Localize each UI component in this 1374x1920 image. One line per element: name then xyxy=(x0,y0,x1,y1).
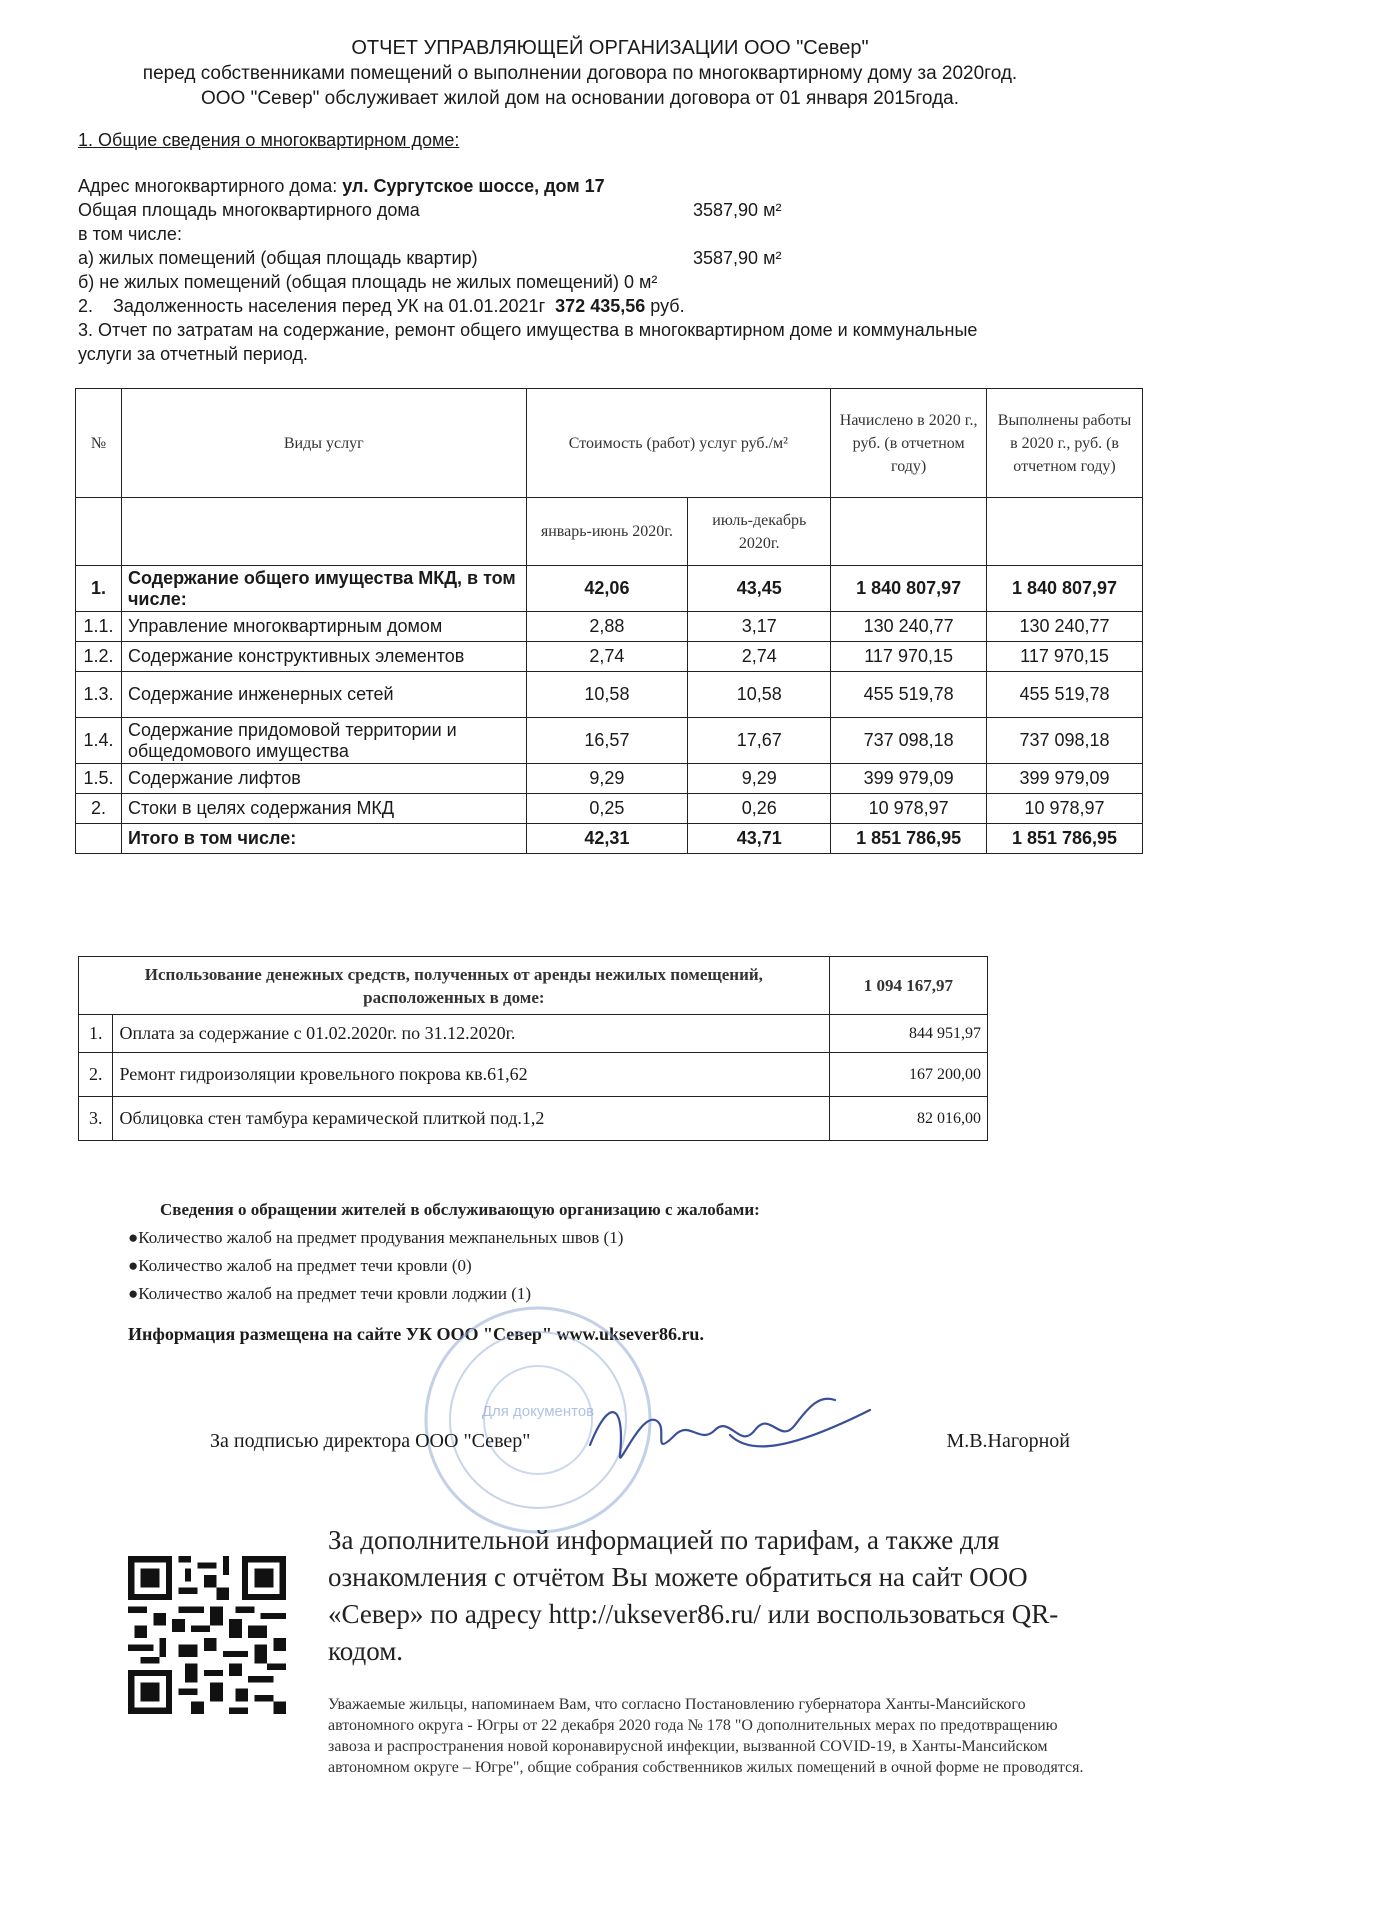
cell-num: 1.1. xyxy=(76,612,122,642)
cell-c2: 2,74 xyxy=(688,642,831,672)
cell-num: 1.3. xyxy=(76,672,122,718)
subheader-jan-jun: январь-июнь 2020г. xyxy=(526,498,688,566)
cell-name: Облицовка стен тамбура керамической плиткой под.1,2 xyxy=(113,1097,829,1141)
report-subtitle: перед собственниками помещений о выполнении договора по многоквартирному дому за 2020год. xyxy=(142,63,1018,84)
subheader-empty xyxy=(121,498,526,566)
cell-c1: 9,29 xyxy=(526,764,688,794)
total-cell-name: Итого в том числе: xyxy=(121,824,526,854)
debt-number: 2. xyxy=(78,296,94,316)
col-cost-header: Стоимость (работ) услуг руб./м² xyxy=(526,389,831,498)
cell-num: 1.2. xyxy=(76,642,122,672)
total-cell-done: 1 851 786,95 xyxy=(987,824,1143,854)
cell-num: 1.5. xyxy=(76,764,122,794)
complaint-item: ●Количество жалоб на предмет течи кровли лоджии (1) xyxy=(128,1284,532,1303)
cell-acc: 1 840 807,97 xyxy=(831,566,987,612)
cell-name: Стоки в целях содержания МКД xyxy=(121,794,526,824)
cell-c2: 3,17 xyxy=(688,612,831,642)
cell-num: 1.4. xyxy=(76,718,122,764)
cell-name: Содержание придомовой территории и общедомового имущества xyxy=(121,718,526,764)
cell-done: 737 098,18 xyxy=(987,718,1143,764)
cell-num: 1. xyxy=(79,1015,113,1053)
living-area-label: а) жилых помещений (общая площадь квартир) xyxy=(78,248,478,268)
cell-c1: 2,88 xyxy=(526,612,688,642)
cell-done: 117 970,15 xyxy=(987,642,1143,672)
col-accrued-header: Начислено в 2020 г., руб. (в отчетном году) xyxy=(831,389,987,498)
complaints-title: Сведения о обращении жителей в обслуживающую организацию с жалобами: xyxy=(160,1200,760,1219)
stamp-text: Для документов xyxy=(481,1403,595,1420)
subheader-jul-dec: июль-декабрь 2020г. xyxy=(688,498,831,566)
table-row xyxy=(76,764,1143,794)
cell-c1: 42,06 xyxy=(526,566,688,612)
including-label: в том числе: xyxy=(78,224,182,244)
cell-done: 399 979,09 xyxy=(987,764,1143,794)
cell-name: Оплата за содержание с 01.02.2020г. по 31.12.2020г. xyxy=(113,1015,829,1053)
complaint-item: ●Количество жалоб на предмет течи кровли (0) xyxy=(128,1256,472,1275)
general-info xyxy=(78,128,978,366)
cell-c1: 0,25 xyxy=(526,794,688,824)
col-num-header: № xyxy=(76,389,122,498)
rent-usage-header: Использование денежных средств, полученных от аренды нежилых помещений, расположенных в доме: xyxy=(79,957,830,1015)
table-row xyxy=(76,566,1143,612)
cell-c2: 9,29 xyxy=(688,764,831,794)
cell-acc: 737 098,18 xyxy=(831,718,987,764)
cell-done: 455 519,78 xyxy=(987,672,1143,718)
cell-c2: 0,26 xyxy=(688,794,831,824)
address-value: ул. Сургутское шоссе, дом 17 xyxy=(342,176,605,196)
cell-num: 3. xyxy=(79,1097,113,1141)
living-area-line xyxy=(78,246,978,270)
cell-num: 2. xyxy=(76,794,122,824)
debt-label: Задолженность населения перед УК на 01.01.2021г xyxy=(113,296,546,316)
complaints-section xyxy=(128,1196,760,1308)
services-table xyxy=(75,388,1143,854)
nonliving-area-line xyxy=(78,270,978,294)
cell-done: 1 840 807,97 xyxy=(987,566,1143,612)
cell-name: Содержание инженерных сетей xyxy=(121,672,526,718)
table-row xyxy=(79,1015,988,1053)
address-line xyxy=(78,174,978,198)
total-cell-acc: 1 851 786,95 xyxy=(831,824,987,854)
report-header xyxy=(0,36,1160,111)
table-row xyxy=(76,612,1143,642)
extra-info: За дополнительной информацией по тарифам, а также для ознакомления с отчётом Вы можете обратиться на сайт ООО «Север» по адресу http://uksever86.ru/ или воспользоваться QR-кодом. xyxy=(328,1525,1059,1666)
rent-usage-total: 1 094 167,97 xyxy=(829,957,987,1015)
cell-done: 10 978,97 xyxy=(987,794,1143,824)
cell-acc: 130 240,77 xyxy=(831,612,987,642)
debt-value: 372 435,56 xyxy=(555,296,646,316)
qr-code-icon xyxy=(128,1556,286,1714)
cell-value: 844 951,97 xyxy=(829,1015,987,1053)
subheader-empty xyxy=(987,498,1143,566)
director-label: За подписью директора ООО "Север" xyxy=(210,1430,531,1452)
cell-name: Содержание общего имущества МКД, в том числе: xyxy=(121,566,526,612)
table-row xyxy=(76,794,1143,824)
subheader-empty xyxy=(831,498,987,566)
subheader-empty xyxy=(76,498,122,566)
cell-name: Управление многоквартирным домом xyxy=(121,612,526,642)
cell-acc: 455 519,78 xyxy=(831,672,987,718)
cell-c2: 43,45 xyxy=(688,566,831,612)
table-row xyxy=(79,1053,988,1097)
debt-line xyxy=(78,294,978,318)
cell-c1: 10,58 xyxy=(526,672,688,718)
nonliving-area-value: 0 м² xyxy=(623,272,658,292)
cell-c1: 2,74 xyxy=(526,642,688,672)
cell-c2: 10,58 xyxy=(688,672,831,718)
col-service-header: Виды услуг xyxy=(121,389,526,498)
nonliving-area-label: б) не жилых помещений (общая площадь не жилых помещений) xyxy=(78,272,619,292)
cell-c2: 17,67 xyxy=(688,718,831,764)
total-cell-c2: 43,71 xyxy=(688,824,831,854)
total-area-label: Общая площадь многоквартирного дома xyxy=(78,200,420,220)
section-3-title: 3. Отчет по затратам на содержание, ремонт общего имущества в многоквартирном доме и коммунальные услуги за отчетный период. xyxy=(78,320,978,364)
cell-acc: 10 978,97 xyxy=(831,794,987,824)
cell-value: 167 200,00 xyxy=(829,1053,987,1097)
cell-value: 82 016,00 xyxy=(829,1097,987,1141)
address-label: Адрес многоквартирного дома: xyxy=(78,176,338,196)
total-area-value: 3587,90 м² xyxy=(693,200,782,220)
report-title: ОТЧЕТ УПРАВЛЯЮЩЕЙ ОРГАНИЗАЦИИ ООО "Север" xyxy=(351,37,869,59)
site-info: Информация размещена на сайте УК ООО "Север" www.uksever86.ru. xyxy=(128,1324,704,1344)
cell-name: Содержание лифтов xyxy=(121,764,526,794)
complaint-item: ●Количество жалоб на предмет продувания межпанельных швов (1) xyxy=(128,1228,624,1247)
cell-acc: 117 970,15 xyxy=(831,642,987,672)
table-row xyxy=(79,1097,988,1141)
living-area-value: 3587,90 м² xyxy=(693,248,782,268)
cell-num: 1. xyxy=(76,566,122,612)
table-row xyxy=(76,672,1143,718)
director-name: М.В.Нагорной xyxy=(946,1430,1070,1452)
debt-unit: руб. xyxy=(650,296,685,316)
cell-acc: 399 979,09 xyxy=(831,764,987,794)
cell-c1: 16,57 xyxy=(526,718,688,764)
total-cell-c1: 42,31 xyxy=(526,824,688,854)
rent-usage-table xyxy=(78,956,988,1141)
col-done-header: Выполнены работы в 2020 г., руб. (в отчетном году) xyxy=(987,389,1143,498)
cell-name: Содержание конструктивных элементов xyxy=(121,642,526,672)
total-cell-num xyxy=(76,824,122,854)
report-contract-line: ООО "Север" обслуживает жилой дом на основании договора от 01 января 2015года. xyxy=(200,88,960,109)
cell-num: 2. xyxy=(79,1053,113,1097)
table-total-row xyxy=(76,824,1143,854)
handwritten-signature xyxy=(580,1375,880,1485)
covid-notice: Уважаемые жильцы, напоминаем Вам, что согласно Постановлению губернатора Ханты-Мансийского автономного округа - Югры от 22 декабря 2020 года № 178 "О дополнительных мерах по предотвращению завоза и распространения новой коронавирусной инфекции, вызванной COVID-19, в Ханты-Мансийском автономном округе – Югре", общие собрания собственников жилых помещений в очной форме не проводятся. xyxy=(328,1696,1084,1776)
table-row xyxy=(76,642,1143,672)
section-1-title: 1. Общие сведения о многоквартирном доме: xyxy=(78,130,460,150)
cell-name: Ремонт гидроизоляции кровельного покрова кв.61,62 xyxy=(113,1053,829,1097)
table-row xyxy=(76,718,1143,764)
total-area-line xyxy=(78,198,978,222)
cell-done: 130 240,77 xyxy=(987,612,1143,642)
